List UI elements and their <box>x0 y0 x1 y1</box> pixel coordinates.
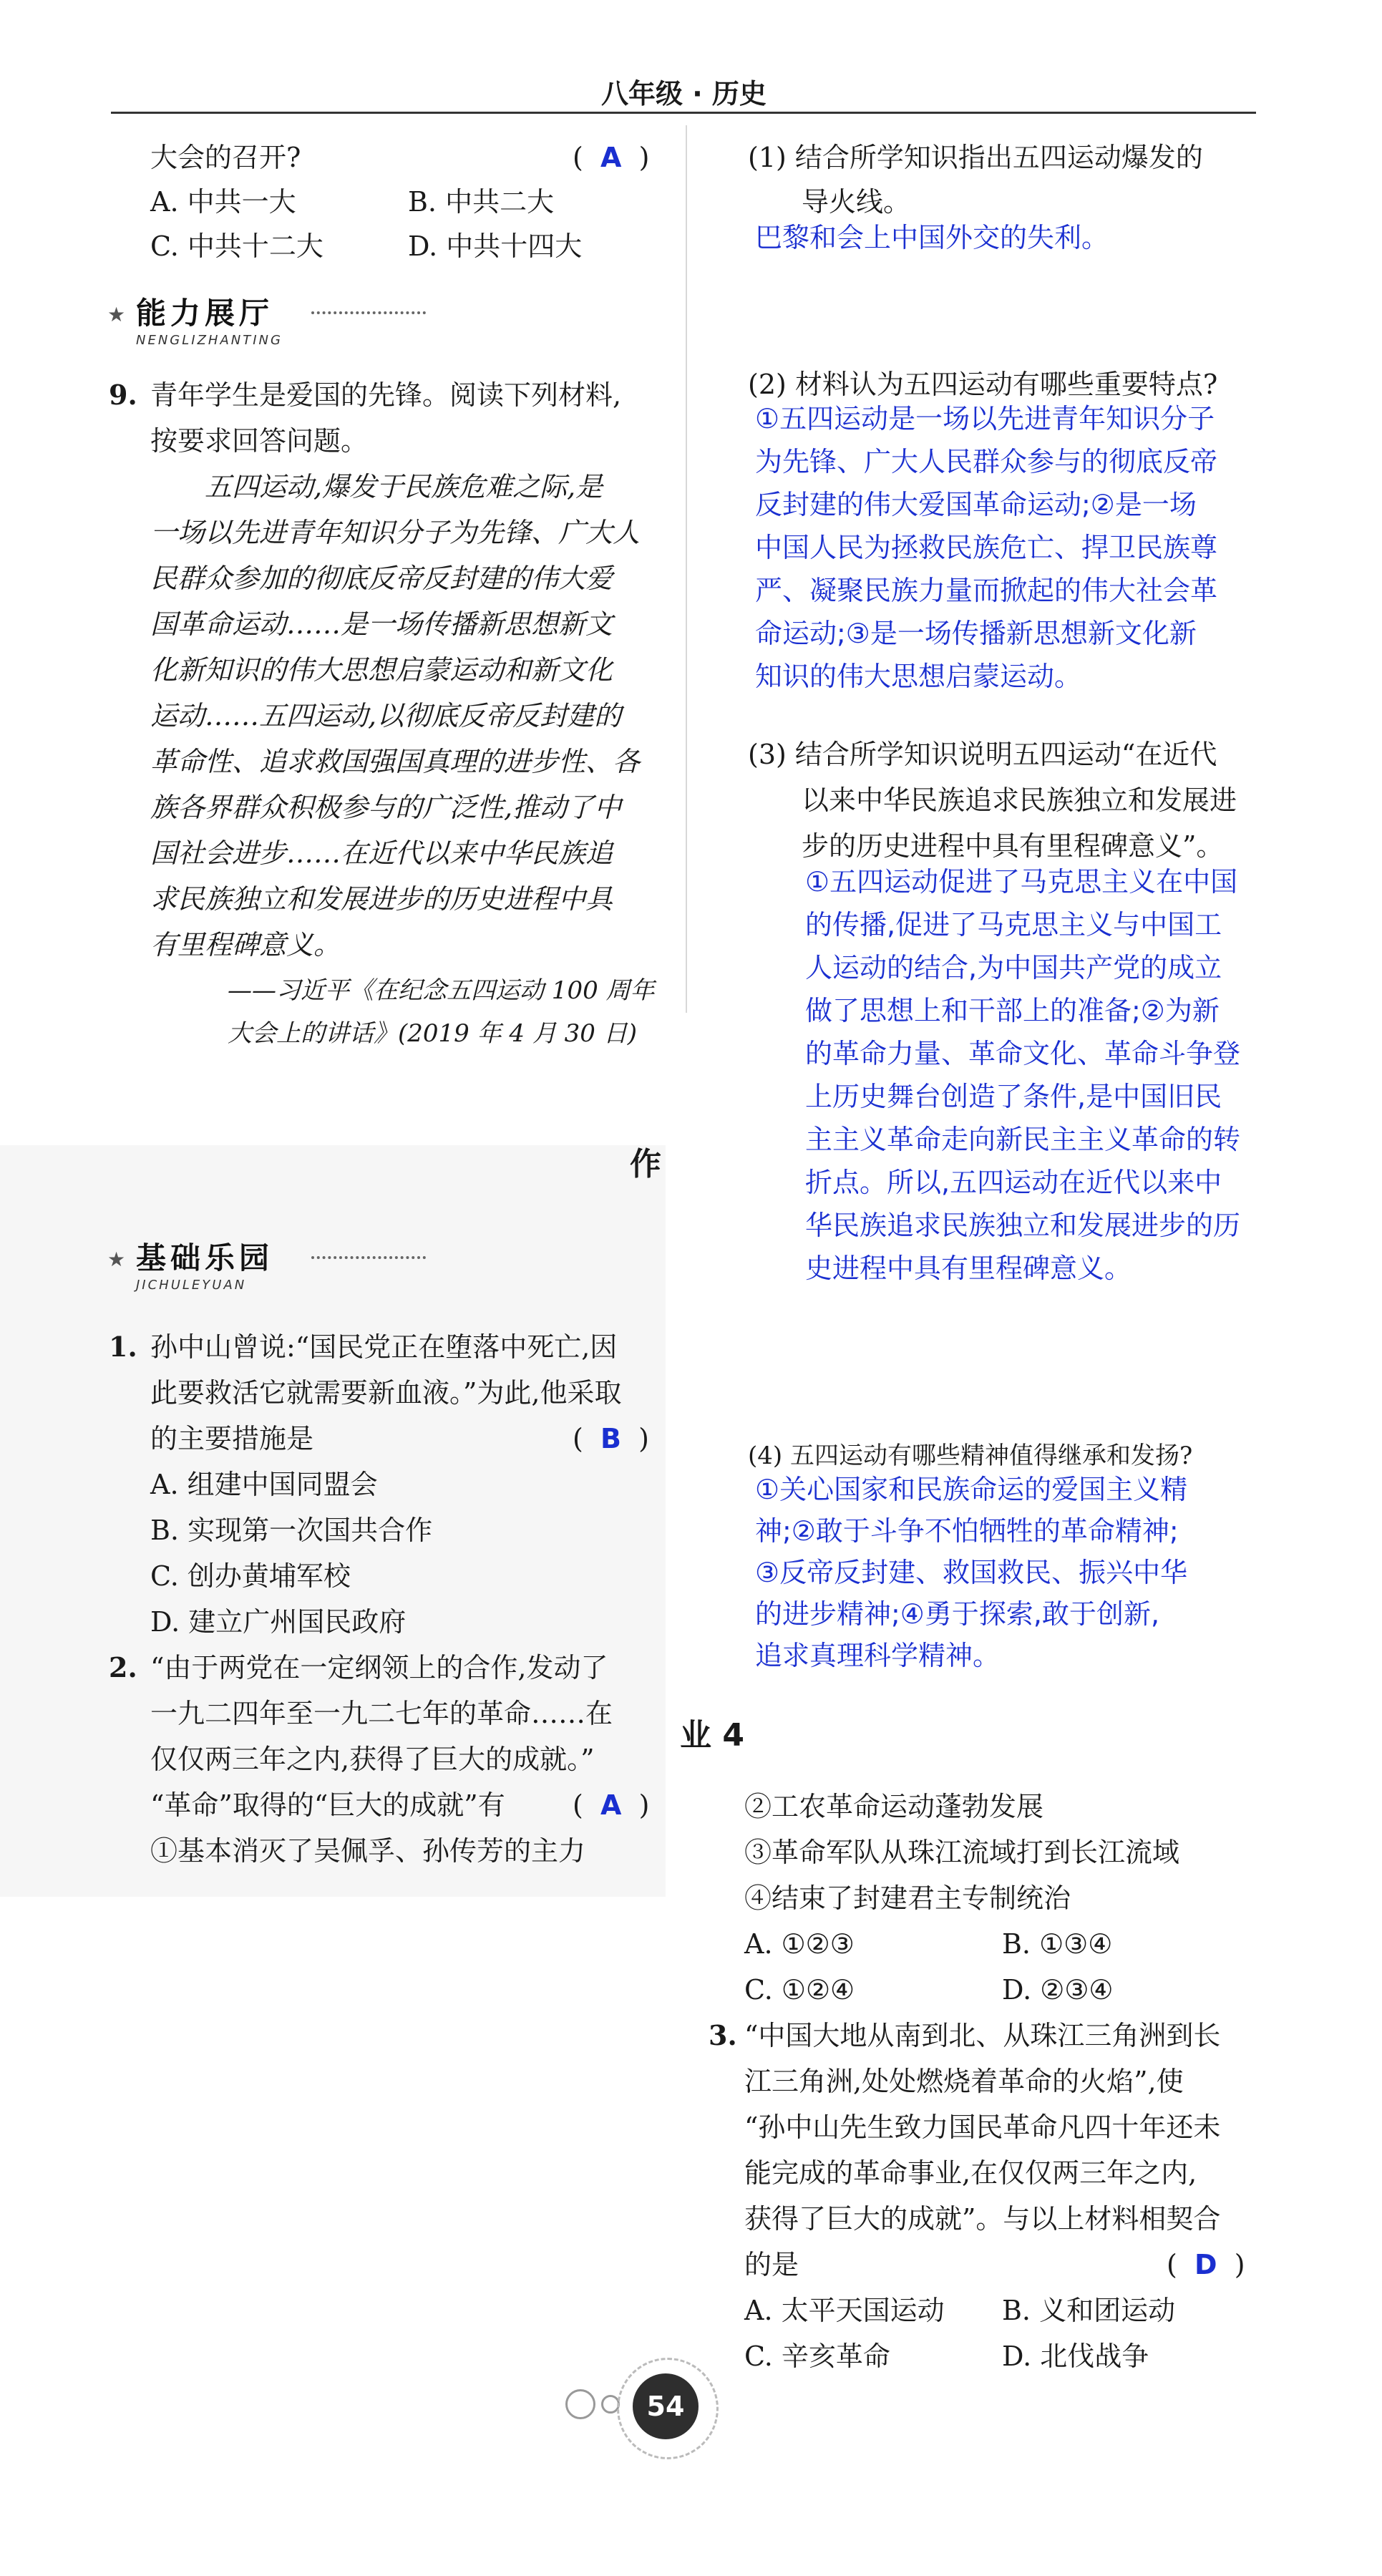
subquestion-1: (1) 结合所学知识指出五四运动爆发的 <box>748 142 1203 173</box>
question-3-line: “孙中山先生致力国民革命凡四十年还未 <box>744 2111 1221 2143</box>
question-2-line: “革命”取得的“巨大的成就”有 <box>150 1789 505 1821</box>
star-icon: ★ <box>107 1248 126 1271</box>
subquestion-3: (3) 结合所学知识说明五四运动“在近代 <box>748 739 1217 770</box>
column-divider <box>686 125 687 1013</box>
question-1-line: 的主要措施是 <box>150 1423 314 1454</box>
material-line: 一场以先进青年知识分子为先锋、广大人 <box>150 517 641 548</box>
answer-1: 巴黎和会上中国外交的失利。 <box>755 222 1109 253</box>
header-rule <box>111 112 1256 114</box>
material-source-1: ——习近平《在纪念五四运动 100 周年 <box>228 976 655 1005</box>
answer-2: ①五四运动是一场以先进青年知识分子 为先锋、广大人民群众参与的彻底反帝 反封建的伟大爱国革命运动;②是一场 中国人民为拯救民族危亡、捍卫民族尊 严、凝聚民族力量而掀起的伟大社会革 命运动;③是一场传播新思想新文化新 知识的伟大思想启蒙运动。 <box>755 403 1218 692</box>
homework-title-fragment-left: 作 <box>630 1146 661 1182</box>
option-c: C. 中共十二大 <box>150 230 323 262</box>
question-3-line: 江三角洲,处处燃烧着革命的火焰”,使 <box>744 2066 1184 2097</box>
option-a: A. ①②③ <box>744 1928 855 1960</box>
material-line: 族各界群众积极参与的广泛性,推动了中 <box>150 792 622 823</box>
question-9-number: 9. <box>109 379 137 411</box>
answer-mark: A <box>600 142 622 173</box>
question-2-item: ①基本消灭了吴佩孚、孙传芳的主力 <box>150 1835 586 1867</box>
subquestion-3: 以来中华民族追求民族独立和发展进 <box>802 784 1237 816</box>
option-b: B. 中共二大 <box>408 186 555 218</box>
section-title: 基础乐园 <box>136 1240 274 1275</box>
question-3-line: 获得了巨大的成就”。与以上材料相契合 <box>744 2203 1221 2235</box>
answer-mark: D <box>1194 2249 1217 2280</box>
page-header-title: 八年级 · 历史 <box>601 78 767 110</box>
material-source-2: 大会上的讲话》(2019 年 4 月 30 日) <box>228 1019 637 1048</box>
material-line: 运动……五四运动,以彻底反帝反封建的 <box>150 700 622 732</box>
footer-circle-icon <box>565 2389 595 2419</box>
material-line: 化新知识的伟大思想启蒙运动和新文化 <box>150 654 613 686</box>
section-divider <box>311 1256 426 1259</box>
option-a: A. 组建中国同盟会 <box>150 1469 378 1500</box>
section-title: 能力展厅 <box>136 296 274 331</box>
material-line: 民群众参加的彻底反帝反封建的伟大爱 <box>150 563 613 594</box>
question-2-item: ②工农革命运动蓬勃发展 <box>744 1791 1044 1822</box>
option-d: D. 中共十四大 <box>408 230 583 262</box>
star-icon: ★ <box>107 303 126 326</box>
page-number: 54 <box>633 2373 699 2439</box>
question-3-line: “中国大地从南到北、从珠江三角洲到长 <box>744 2020 1221 2051</box>
option-d: D. 北伐战争 <box>1002 2341 1149 2372</box>
material-quote <box>150 464 666 968</box>
question-2-item: ④结束了封建君主专制统治 <box>744 1882 1071 1914</box>
subquestion-2: (2) 材料认为五四运动有哪些重要特点? <box>748 369 1218 400</box>
material-line: 国革命运动……是一场传播新思想新文 <box>150 608 613 640</box>
subquestion-3: 步的历史进程中具有里程碑意义”。 <box>802 830 1224 862</box>
material-line: 革命性、追求救国强国真理的进步性、各 <box>150 746 641 777</box>
question-2-number: 2. <box>109 1651 137 1683</box>
question-2-line: “由于两党在一定纲领上的合作,发动了 <box>150 1652 608 1683</box>
option-a: A. 太平天国运动 <box>744 2295 945 2326</box>
question-3-answer: ( D ) <box>1167 2249 1245 2280</box>
section-subtitle: NENGLIZHANTING <box>136 333 283 348</box>
option-b: B. 实现第一次国共合作 <box>150 1515 433 1546</box>
section-subtitle: JICHULEYUAN <box>136 1278 247 1293</box>
option-c: C. 创办黄埔军校 <box>150 1560 351 1592</box>
top-question-line: 大会的召开? <box>150 142 301 173</box>
question-3-line: 能完成的革命事业,在仅仅两三年之内, <box>744 2157 1197 2189</box>
answer-mark: B <box>600 1423 621 1454</box>
question-3-number: 3. <box>709 2019 737 2051</box>
answer-mark: A <box>600 1789 622 1821</box>
question-1-number: 1. <box>109 1331 137 1363</box>
answer-3: ①五四运动促进了马克思主义在中国 的传播,促进了马克思主义与中国工 人运动的结合,为中国共产党的成立 做了思想上和干部上的准备;②为新 的革命力量、革命文化、革命斗争登 上历史舞台创造了条件,是中国旧民 主主义革命走向新民主主义革命的转 折点。所以,五四运动在近代以来中 华民族追求民族独立和发展进步的历 史进程中具有里程碑意义。 <box>805 866 1241 1284</box>
subquestion-4: (4) 五四运动有哪些精神值得继承和发扬? <box>748 1442 1193 1470</box>
option-c: C. 辛亥革命 <box>744 2341 890 2372</box>
option-d: D. ②③④ <box>1002 1974 1114 2006</box>
option-b: B. 义和团运动 <box>1002 2295 1176 2326</box>
material-line: 有里程碑意义。 <box>150 929 341 961</box>
subquestion-1: 导火线。 <box>802 186 911 218</box>
question-9-intro-1: 青年学生是爱国的先锋。阅读下列材料, <box>150 379 622 411</box>
answer-4: ①关心国家和民族命运的爱国主义精 神;②敢于斗争不怕牺牲的革命精神; ③反帝反封建、救国救民、振兴中华 的进步精神;④勇于探索,敢于创新, 追求真理科学精神。 <box>755 1474 1188 1671</box>
question-3-line: 的是 <box>744 2249 799 2280</box>
material-line: 国社会进步……在近代以来中华民族追 <box>150 837 613 869</box>
question-2-line: 仅仅两三年之内,获得了巨大的成就。” <box>150 1744 595 1775</box>
option-a: A. 中共一大 <box>150 186 296 218</box>
question-2-answer: ( A ) <box>573 1789 650 1821</box>
top-question-answer: ( A ) <box>573 142 650 173</box>
section-divider <box>311 311 426 314</box>
homework-title-fragment-right: 业 4 <box>680 1717 744 1754</box>
question-1-line: 此要救活它就需要新血液。”为此,他采取 <box>150 1377 622 1409</box>
question-9-intro-2: 按要求回答问题。 <box>150 425 369 457</box>
section-header-jichu <box>107 1235 365 1299</box>
option-d: D. 建立广州国民政府 <box>150 1606 407 1638</box>
section-header-nengli <box>107 290 365 354</box>
question-2-item: ③革命军队从珠江流域打到长江流域 <box>744 1837 1180 1868</box>
question-1-answer: ( B ) <box>573 1423 649 1454</box>
option-b: B. ①③④ <box>1002 1928 1113 1960</box>
question-2-line: 一九二四年至一九二七年的革命……在 <box>150 1698 613 1729</box>
option-c: C. ①②④ <box>744 1974 855 2006</box>
material-line: 五四运动,爆发于民族危难之际,是 <box>205 471 603 502</box>
question-1-line: 孙中山曾说:“国民党正在堕落中死亡,因 <box>150 1331 618 1363</box>
material-line: 求民族独立和发展进步的历史进程中具 <box>150 883 613 915</box>
